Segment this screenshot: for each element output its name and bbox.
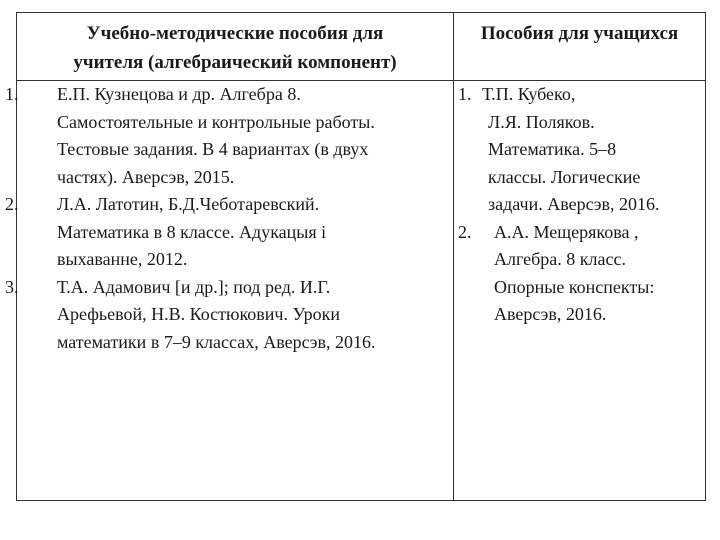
list-item — [5, 191, 453, 274]
item-line: Тестовые задания. В 4 вариантах (в двух — [57, 139, 369, 159]
item-number: 1. — [458, 84, 472, 104]
item-line: Л.Я. Поляков. — [488, 111, 595, 132]
teacher-resources-list — [5, 81, 453, 356]
student-resources-list — [454, 81, 705, 329]
item-number: 3. — [5, 276, 19, 297]
item-line: классы. Логические — [488, 166, 641, 187]
item-line: Алгебра. 8 класс. — [494, 249, 626, 269]
teacher-header-line-2: учителя (алгебраический компонент) — [73, 52, 397, 73]
list-item — [454, 81, 705, 219]
item-line: А.А. Мещерякова , — [494, 221, 639, 242]
list-item — [5, 274, 453, 357]
item-number: 2. — [458, 221, 472, 242]
student-column-header: Пособия для учащихся — [480, 23, 679, 44]
item-line: Арефьевой, Н.В. Костюкович. Уроки — [57, 304, 340, 324]
list-item — [5, 81, 453, 191]
item-line: Л.А. Латотин, Б.Д.Чеботаревский. — [57, 194, 320, 214]
item-line: Самостоятельные и контрольные работы. — [57, 111, 375, 132]
item-line: Аверсэв, 2016. — [494, 304, 607, 324]
item-line: Математика в 8 классе. Адукацыя і — [57, 221, 327, 242]
references-table — [5, 12, 706, 501]
item-line: Т.П. Кубеко, — [482, 84, 576, 104]
teacher-header-line-1: Учебно-методические пособия для — [86, 23, 384, 44]
item-line: частях). Аверсэв, 2015. — [57, 166, 235, 187]
item-line: задачи. Аверсэв, 2016. — [488, 194, 660, 214]
teacher-column-header — [17, 19, 453, 77]
item-line: Математика. 5–8 — [488, 139, 617, 159]
item-line: Опорные конспекты: — [494, 276, 655, 297]
item-line: Е.П. Кузнецова и др. Алгебра 8. — [57, 84, 301, 104]
item-number: 2. — [5, 194, 19, 214]
item-line: математики в 7–9 классах, Аверсэв, 2016. — [57, 331, 376, 352]
item-line: Т.А. Адамович [и др.]; под ред. И.Г. — [57, 276, 331, 297]
item-line: выхаванне, 2012. — [57, 249, 188, 269]
item-number: 1. — [5, 84, 19, 104]
list-item — [454, 219, 705, 329]
